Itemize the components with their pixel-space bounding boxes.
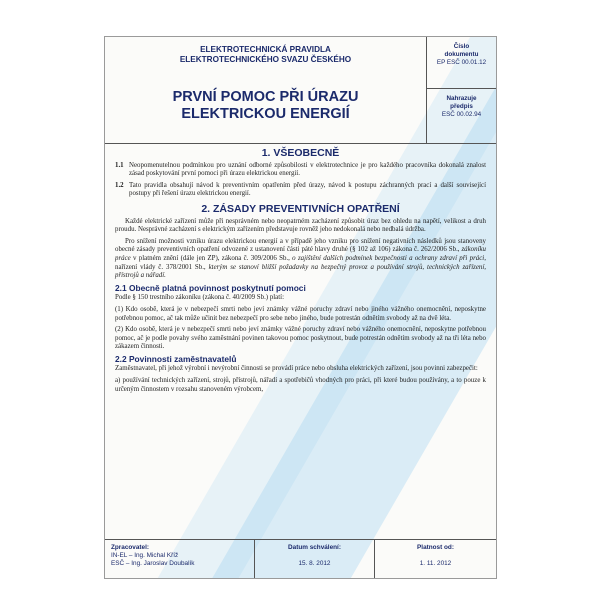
- section-heading: 2. ZÁSADY PREVENTIVNÍCH OPATŘENÍ: [201, 202, 400, 215]
- subsection-heading: 2.1 Obecně platná povinnost poskytnutí pomoci: [115, 282, 306, 293]
- replaces-doc: ESČ 00.02.94: [441, 111, 482, 118]
- paragraph: a) používání technických zařízení, strojů, přístrojů, nářadí a spotřebičů vhodných pro práci, při které budou používány, a to pouze k určeným činnostem v rozsahu stanoveném výrobcem,: [115, 377, 486, 393]
- numbered-paragraph: 1.2 Tato pravidla obsahují návod k preventivním opatřením před úrazy, návod k postupu záchranných prací a další související postupy při řešení úrazu elektrickou energií.: [115, 181, 486, 198]
- paragraph: Podle § 150 trestního zákoníku (zákona č. 40/2009 Sb.) platí:: [115, 294, 284, 302]
- replaces-box: Nahrazuje předpis ESČ 00.02.94: [427, 89, 496, 143]
- document-footer: [105, 539, 496, 579]
- document-body: [115, 149, 486, 397]
- paragraph: Zaměstnavatel, při jehož výrobní i nevýrobní činnosti se provádí práce nebo obsluha elektrických zařízení, jsou povinni zabezpečit:: [115, 365, 478, 373]
- organization-name: ELEKTROTECHNICKÁ PRAVIDLA ELEKTROTECHNICKÉHO SVAZU ČESKÉHO: [179, 45, 352, 64]
- doc-number-box: Číslo dokumentu EP ESČ 00.01.12: [427, 37, 496, 89]
- prepared-by-cell: Zpracovatel: IN-EL – Ing. Michal Kříž ESČ – Ing. Jaroslav Doubalík: [105, 540, 255, 579]
- subsection-heading: 2.2 Povinnosti zaměstnavatelů: [115, 353, 237, 364]
- approval-date-cell: Datum schválení: 15. 8. 2012: [255, 540, 375, 579]
- numbered-paragraph: 1.1 Neopomenutelnou podmínkou pro uznání odborné způsobilosti v elektrotechnice je pro každého pracovníka dokonalá znalost zásad poskytování první pomoci při úrazu elektrickou energií.: [115, 161, 486, 178]
- paragraph: (1) Kdo osobě, která je v nebezpečí smrti nebo jeví známky vážné poruchy zdraví nebo jiného vážného onemocnění, neposkytne potřebnou pomoc, ač tak může učinit bez nebezpečí pro sebe nebo jiného, bude potrestán odnětím svobody až na dvě léta.: [115, 305, 486, 322]
- paragraph: Pro snížení možnosti vzniku úrazu elektrickou energií a v případě jeho vzniku pro snížení negativních následků jsou stanoveny obecné zásady preventivních opatření odvozené z ustanovení části páté hlavy druhé (§ 102 až 106) zákona č. 262/2006 Sb., zákoníku práce v platném znění (dále jen ZP), zákona č. 309/2006 Sb., o zajištění dalších podmínek bezpečnosti a ochrany zdraví při práci, nařízení vlády č. 378/2001 Sb., kterým se stanoví bližší požadavky na bezpečný provoz a používání strojů, technických zařízení, přístrojů a nářadí.: [115, 237, 486, 280]
- document-title: PRVNÍ POMOC PŘI ÚRAZU ELEKTRICKOU ENERGIÍ: [172, 89, 359, 122]
- section-heading: 1. VŠEOBECNĚ: [261, 147, 340, 159]
- paragraph: Každé elektrické zařízení může při nesprávném nebo neopatrném zacházení způsobit úraz bez ohledu na napětí, velikost a druh proudu. Nesprávné zacházení s elektrickým zařízením představuje rovněž jeho nedokonalá nebo nedbalá údržba.: [115, 217, 486, 234]
- valid-from-cell: Platnost od: 1. 11. 2012: [417, 544, 454, 567]
- paragraph: (2) Kdo osobě, která je v nebezpečí smrti nebo jeví známky vážné poruchy zdraví nebo vážného onemocnění, neposkytne potřebnou pomoc, ač je podle povahy svého zaměstnání povinen takovou pomoc poskytnout, bude potrestán odnětím svobody až na tři léta nebo zákazem činnosti.: [115, 326, 486, 351]
- header-meta-cell: [427, 37, 496, 143]
- document-page: [104, 36, 497, 579]
- document-header: [105, 37, 496, 144]
- header-title-cell: [105, 37, 427, 143]
- doc-number: EP ESČ 00.01.12: [436, 59, 487, 66]
